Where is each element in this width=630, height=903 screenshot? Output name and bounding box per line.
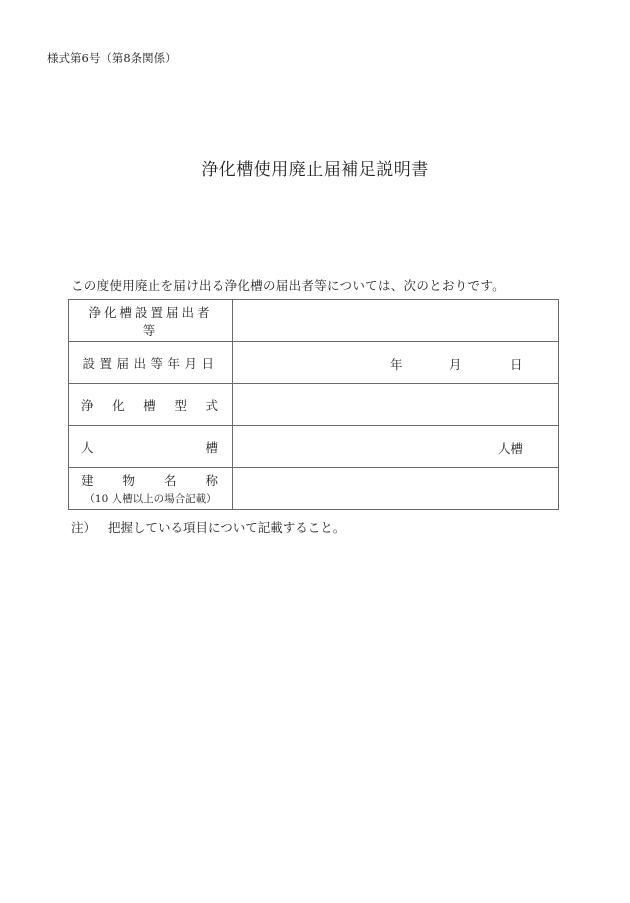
label-char: 人 xyxy=(81,439,94,455)
note-text: 把握している項目について記載すること。 xyxy=(108,520,346,535)
month-unit: 月 xyxy=(449,357,462,372)
label-installer xyxy=(69,300,233,342)
label-char: 槽 xyxy=(143,397,156,413)
label-model xyxy=(69,384,233,426)
intro-text: この度使用廃止を届け出る浄化槽の届出者等については、次のとおりです。 xyxy=(71,278,505,293)
label-char: 化 xyxy=(112,397,125,413)
label-char: 建 xyxy=(81,473,94,488)
capacity-field[interactable] xyxy=(233,426,559,468)
table-row xyxy=(69,426,559,468)
declaration-table xyxy=(68,299,559,510)
year-unit: 年 xyxy=(390,357,403,372)
form-number: 様式第6号（第8条関係） xyxy=(47,51,177,65)
table-row xyxy=(69,342,559,384)
table-row xyxy=(69,468,559,510)
label-text xyxy=(81,396,218,414)
label-char: 型 xyxy=(174,397,187,413)
label-building xyxy=(69,468,233,510)
installer-field[interactable] xyxy=(233,300,559,342)
label-char: 物 xyxy=(122,473,135,488)
model-field[interactable] xyxy=(233,384,559,426)
footnote xyxy=(71,518,345,536)
label-text xyxy=(81,438,218,456)
table-row xyxy=(69,384,559,426)
date-field[interactable] xyxy=(233,342,559,384)
table-row xyxy=(69,300,559,342)
capacity-unit: 人槽 xyxy=(497,441,523,456)
label-date xyxy=(69,342,233,384)
label-char: 浄 xyxy=(81,397,94,413)
document-title: 浄化槽使用廃止届補足説明書 xyxy=(201,160,429,180)
label-text: 設置届出等年月日 xyxy=(82,355,219,371)
day-unit: 日 xyxy=(510,357,523,372)
label-char: 式 xyxy=(205,397,218,413)
label-char: 名 xyxy=(163,473,177,488)
label-char: 槽 xyxy=(205,439,218,455)
building-field[interactable] xyxy=(233,468,559,510)
label-subtext: （10 人槽以上の場合記載） xyxy=(84,493,217,505)
label-text xyxy=(81,471,218,489)
label-text: 浄化槽設置届出者等 xyxy=(88,304,213,338)
note-prefix: 注） xyxy=(71,520,97,535)
label-capacity xyxy=(69,426,233,468)
label-char: 称 xyxy=(205,473,218,488)
